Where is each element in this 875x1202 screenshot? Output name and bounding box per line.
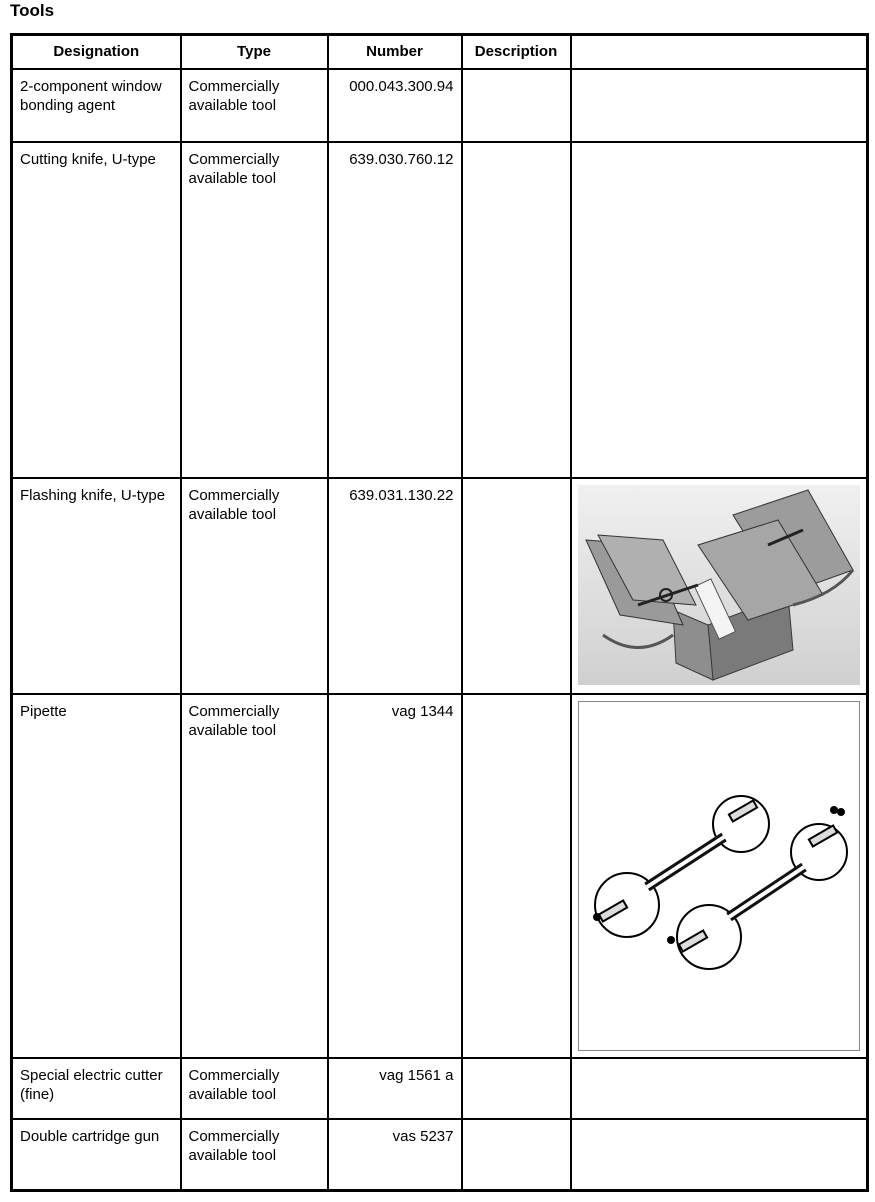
description-cell bbox=[463, 1120, 570, 1127]
table-row bbox=[12, 1119, 868, 1191]
page-title: Tools bbox=[10, 1, 55, 20]
tools-table bbox=[10, 33, 869, 1192]
image-cell bbox=[571, 69, 868, 142]
description-cell bbox=[463, 1059, 570, 1066]
number-cell: vag 1344 bbox=[391, 702, 454, 720]
header-type: Type bbox=[181, 35, 328, 69]
type-cell: Commercially available tool bbox=[188, 77, 280, 114]
designation-cell: Flashing knife, U-type bbox=[20, 486, 166, 504]
type-cell: Commercially available tool bbox=[188, 150, 280, 187]
designation-cell: Cutting knife, U-type bbox=[20, 150, 156, 168]
table-row bbox=[12, 478, 868, 694]
table-row bbox=[12, 142, 868, 478]
image-cell bbox=[571, 1119, 868, 1191]
number-cell: vas 5237 bbox=[392, 1127, 454, 1145]
table-row bbox=[12, 69, 868, 142]
table-row bbox=[12, 694, 868, 1058]
type-cell: Commercially available tool bbox=[188, 1127, 280, 1164]
toolbox-image bbox=[578, 485, 860, 685]
type-cell: Commercially available tool bbox=[188, 1066, 280, 1103]
type-cell: Commercially available tool bbox=[188, 702, 280, 739]
designation-cell: Pipette bbox=[20, 702, 67, 720]
number-cell: vag 1561 a bbox=[379, 1066, 454, 1084]
header-number: Number bbox=[328, 35, 462, 69]
header-image bbox=[571, 35, 868, 69]
suction-lifter-image bbox=[578, 701, 860, 1051]
designation-cell: Special electric cutter (fine) bbox=[20, 1066, 163, 1103]
designation-cell: 2-component window bonding agent bbox=[20, 77, 162, 114]
number-cell: 639.030.760.12 bbox=[349, 150, 454, 168]
image-cell bbox=[571, 142, 868, 478]
number-cell: 000.043.300.94 bbox=[349, 77, 454, 95]
image-cell bbox=[571, 1058, 868, 1119]
description-cell bbox=[463, 479, 570, 486]
number-cell: 639.031.130.22 bbox=[349, 486, 454, 504]
description-cell bbox=[463, 695, 570, 702]
table-row bbox=[12, 1058, 868, 1119]
designation-cell: Double cartridge gun bbox=[20, 1127, 160, 1145]
description-cell bbox=[463, 70, 570, 77]
header-row bbox=[12, 35, 868, 69]
header-description: Description bbox=[462, 35, 571, 69]
type-cell: Commercially available tool bbox=[188, 486, 280, 523]
description-cell bbox=[463, 143, 570, 150]
header-designation: Designation bbox=[12, 35, 181, 69]
